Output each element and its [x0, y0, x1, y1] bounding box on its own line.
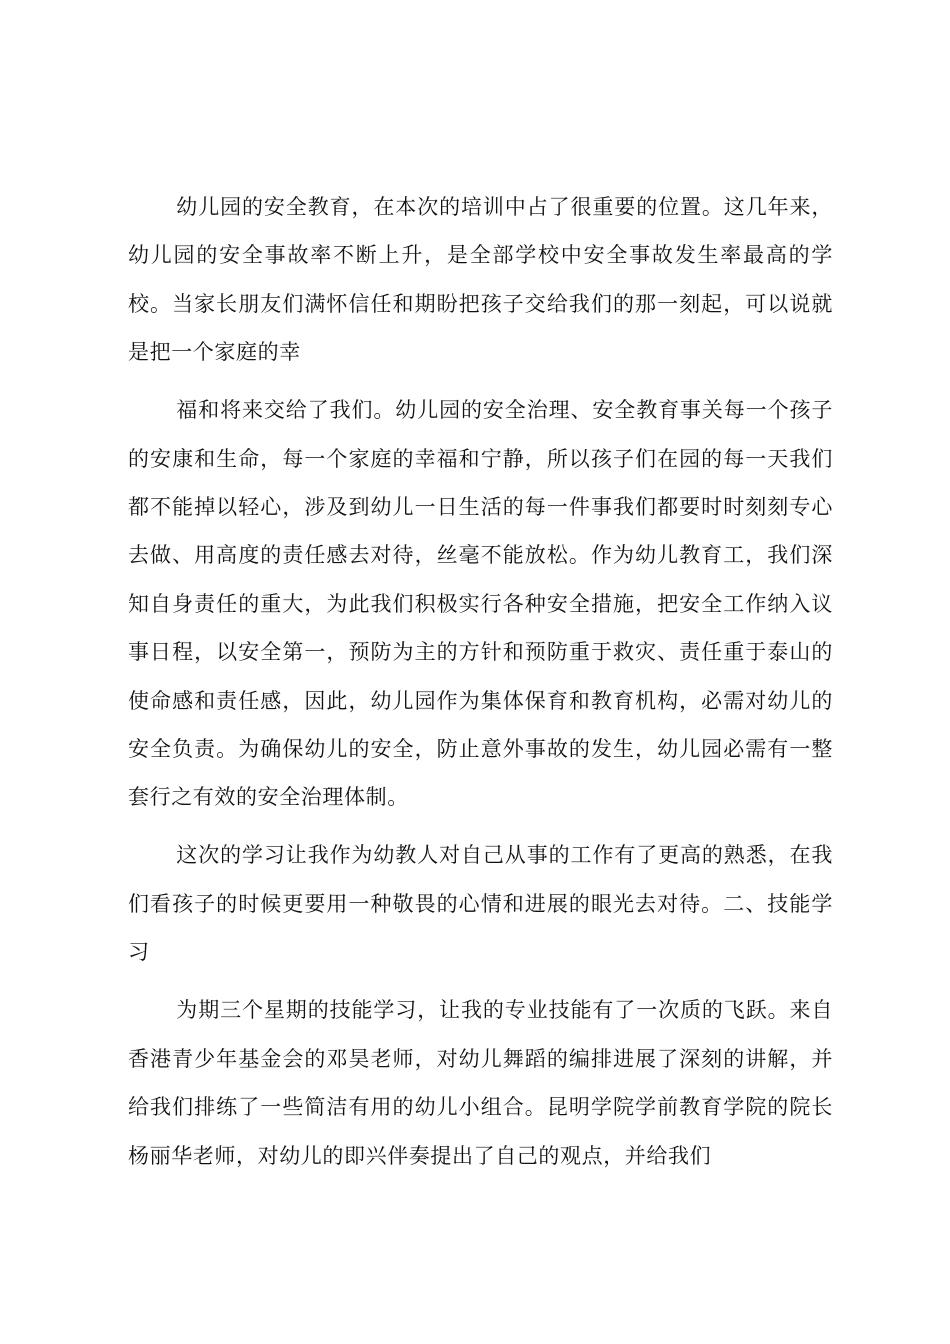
- paragraph-safety-intro: 幼儿园的安全教育，在本次的培训中占了很重要的位置。这几年来，幼儿园的安全事故率不断上升，是全部学校中安全事故发生率最高的学校。当家长朋友们满怀信任和期盼把孩子交给我们的那一刻起，可以说就是把一个家庭的幸: [128, 195, 833, 365]
- paragraph-learning-reflection: 这次的学习让我作为幼教人对自己从事的工作有了更高的熟悉，在我们看孩子的时候更要用一种敬畏的心情和进展的眼光去对待。二、技能学习: [128, 843, 833, 965]
- document-body: [128, 183, 833, 1190]
- paragraph-safety-management: 福和将来交给了我们。幼儿园的安全治理、安全教育事关每一个孩子的安康和生命，每一个家庭的幸福和宁静，所以孩子们在园的每一天我们都不能掉以轻心，涉及到幼儿一日生活的每一件事我们都要时时刻刻专心去做、用高度的责任感去对待，丝毫不能放松。作为幼儿教育工，我们深知自身责任的重大，为此我们积极实行各种安全措施，把安全工作纳入议事日程，以安全第一，预防为主的方针和预防重于救灾、责任重于泰山的使命感和责任感，因此，幼儿园作为集体保育和教育机构，必需对幼儿的安全负责。为确保幼儿的安全，防止意外事故的发生，幼儿园必需有一整套行之有效的安全治理体制。: [128, 398, 833, 810]
- paragraph-skill-learning: 为期三个星期的技能学习，让我的专业技能有了一次质的飞跃。来自香港青少年基金会的邓昊老师，对幼儿舞蹈的编排进展了深刻的讲解，并给我们排练了一些简洁有用的幼儿小组合。昆明学院学前教育学院的院长杨丽华老师，对幼儿的即兴伴奏提出了自己的观点，并给我们: [128, 998, 833, 1168]
